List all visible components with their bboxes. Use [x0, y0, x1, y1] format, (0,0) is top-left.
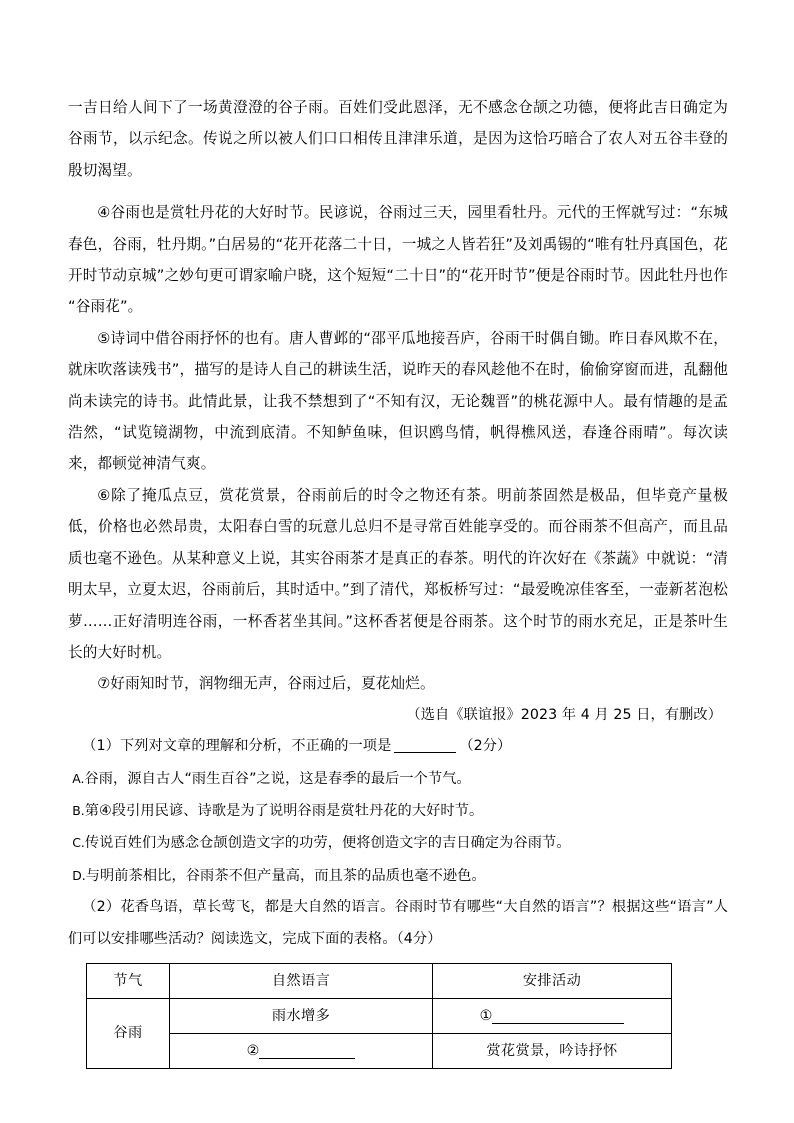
passage-paragraph-5: ⑤诗词中借谷雨抒怀的也有。唐人曹邺的“邵平瓜地接吾庐，谷雨干时偶自锄。昨日春风欺不在，就床吹落读残书”，描写的是诗人自己的耕读生活，说昨天的春风趁他不在时，偷偷穿窗而进，乱翻他尚未读完的诗书。此情此景，让我不禁想到了“不知有汉，无论魏晋”的桃花源中人。最有情趣的是孟浩然，“试览镜湖物，中流到底清。不知鲈鱼味，但识鸥鸟情，帆得樵风送，春逢谷雨晴”。每次读来，都顿觉神清气爽。: [68, 329, 728, 473]
question-2-stem: [68, 892, 728, 955]
option-d-letter: D.: [72, 867, 86, 883]
passage-paragraph-4: ④谷雨也是赏牡丹花的大好时节。民谚说，谷雨过三天，园里看牡丹。元代的王恽就写过：“东城春色，谷雨，牡丹期。”白居易的“花开花落二十日，一城之人皆若狂”及刘禹锡的“唯有牡丹真国色，花开时节动京城”之妙句更可谓家喻户晓，这个短短“二十日”的“花开时节”便是谷雨时节。因此牡丹也作“谷雨花”。: [68, 204, 728, 316]
blank-marker-1: ①: [479, 1007, 493, 1024]
option-d-text: 与明前茶相比，谷雨茶不但产量高，而且茶的品质也毫不逊色。: [85, 867, 486, 884]
option-a-text: 谷雨，源自古人“雨生百谷”之说，这是春季的最后一个节气。: [84, 770, 471, 787]
natural-language-answer-blank-2[interactable]: [259, 1058, 355, 1059]
question-1-points: （2分）: [459, 738, 512, 755]
question-1-option-d[interactable]: [68, 860, 728, 892]
table-cell-jieqi-guyu: 谷雨: [87, 998, 170, 1068]
answer-table-wrapper: [68, 963, 728, 1069]
passage-source-attribution: （选自《联谊报》2023 年 4 月 25 日，有删改）: [406, 706, 722, 723]
passage-paragraph-6: ⑥除了掩瓜点豆，赏花赏景，谷雨前后的时令之物还有茶。明前茶固然是极品，但毕竟产量极低，价格也必然昂贵，太阳春白雪的玩意儿总归不是寻常百姓能享受的。而谷雨茶不但高产，而且品质也毫不逊色。从某种意义上说，其实谷雨茶才是真正的春茶。明代的许次好在《茶蔬》中就说：“清明太早，立夏太迟，谷雨前后，其时适中。”到了清代，郑板桥写过：“最爱晚凉佳客至，一壶新茗泡松萝……正好清明连谷雨，一杯香茗坐其间。”这杯香茗便是谷雨茶。这个时节的雨水充足，正是茶叶生长的大好时机。: [68, 486, 728, 661]
table-row: [87, 998, 672, 1033]
table-cell-natural-language-blank-2[interactable]: [170, 1033, 433, 1068]
passage-paragraph-continued: 一吉日给人间下了一场黄澄澄的谷子雨。百姓们受此恩泽，无不感念仓颉之功德，便将此吉日确定为谷雨节，以示纪念。传说之所以被人们口口相传且津津乐道，是因为这恰巧暗合了农人对五谷丰登的殷切渴望。: [68, 99, 728, 179]
question-1-option-a[interactable]: [68, 763, 728, 795]
question-1-option-c[interactable]: [68, 827, 728, 859]
table-header-jieqi: 节气: [87, 963, 170, 998]
table-cell-natural-language-1: 雨水增多: [170, 998, 433, 1033]
table-cell-activity-blank-1[interactable]: [433, 998, 672, 1033]
option-c-text: 传说百姓们为感念仓颉创造文字的功劳，便将创造文字的吉日确定为谷雨节。: [84, 835, 571, 852]
passage-paragraph-7: ⑦好雨知时节，润物细无声，谷雨过后，夏花灿烂。: [97, 675, 435, 693]
question-2-number: （2）: [82, 899, 121, 916]
table-row: [87, 1033, 672, 1068]
blank-marker-2: ②: [246, 1042, 260, 1059]
question-1-option-b[interactable]: [68, 795, 728, 827]
answer-table: [86, 963, 672, 1069]
question-1-stem: [68, 731, 728, 762]
question-1-text: 下列对文章的理解和分析，不正确的一项是: [119, 738, 392, 755]
activity-answer-blank-1[interactable]: [492, 1023, 624, 1024]
option-b-letter: B.: [72, 802, 85, 818]
table-header-row: [87, 963, 672, 998]
table-header-activity: 安排活动: [433, 963, 672, 998]
question-2-text: 花香鸟语，草长莺飞，都是大自然的语言。谷雨时节有哪些“大自然的语言”？根据这些“语言”人们可以安排哪些活动？阅读选文，完成下面的表格。（4分）: [68, 899, 729, 947]
option-c-letter: C.: [72, 835, 85, 851]
question-1-number: （1）: [82, 738, 120, 755]
question-1-answer-blank[interactable]: [394, 752, 456, 753]
option-b-text: 第④段引用民谚、诗歌是为了说明谷雨是赏牡丹花的大好时节。: [84, 802, 484, 819]
paragraph-spacer: [68, 186, 728, 197]
option-a-letter: A.: [72, 770, 85, 786]
table-header-natural-language: 自然语言: [170, 963, 433, 998]
table-cell-activity-2: 赏花赏景，吟诗抒怀: [433, 1033, 672, 1068]
